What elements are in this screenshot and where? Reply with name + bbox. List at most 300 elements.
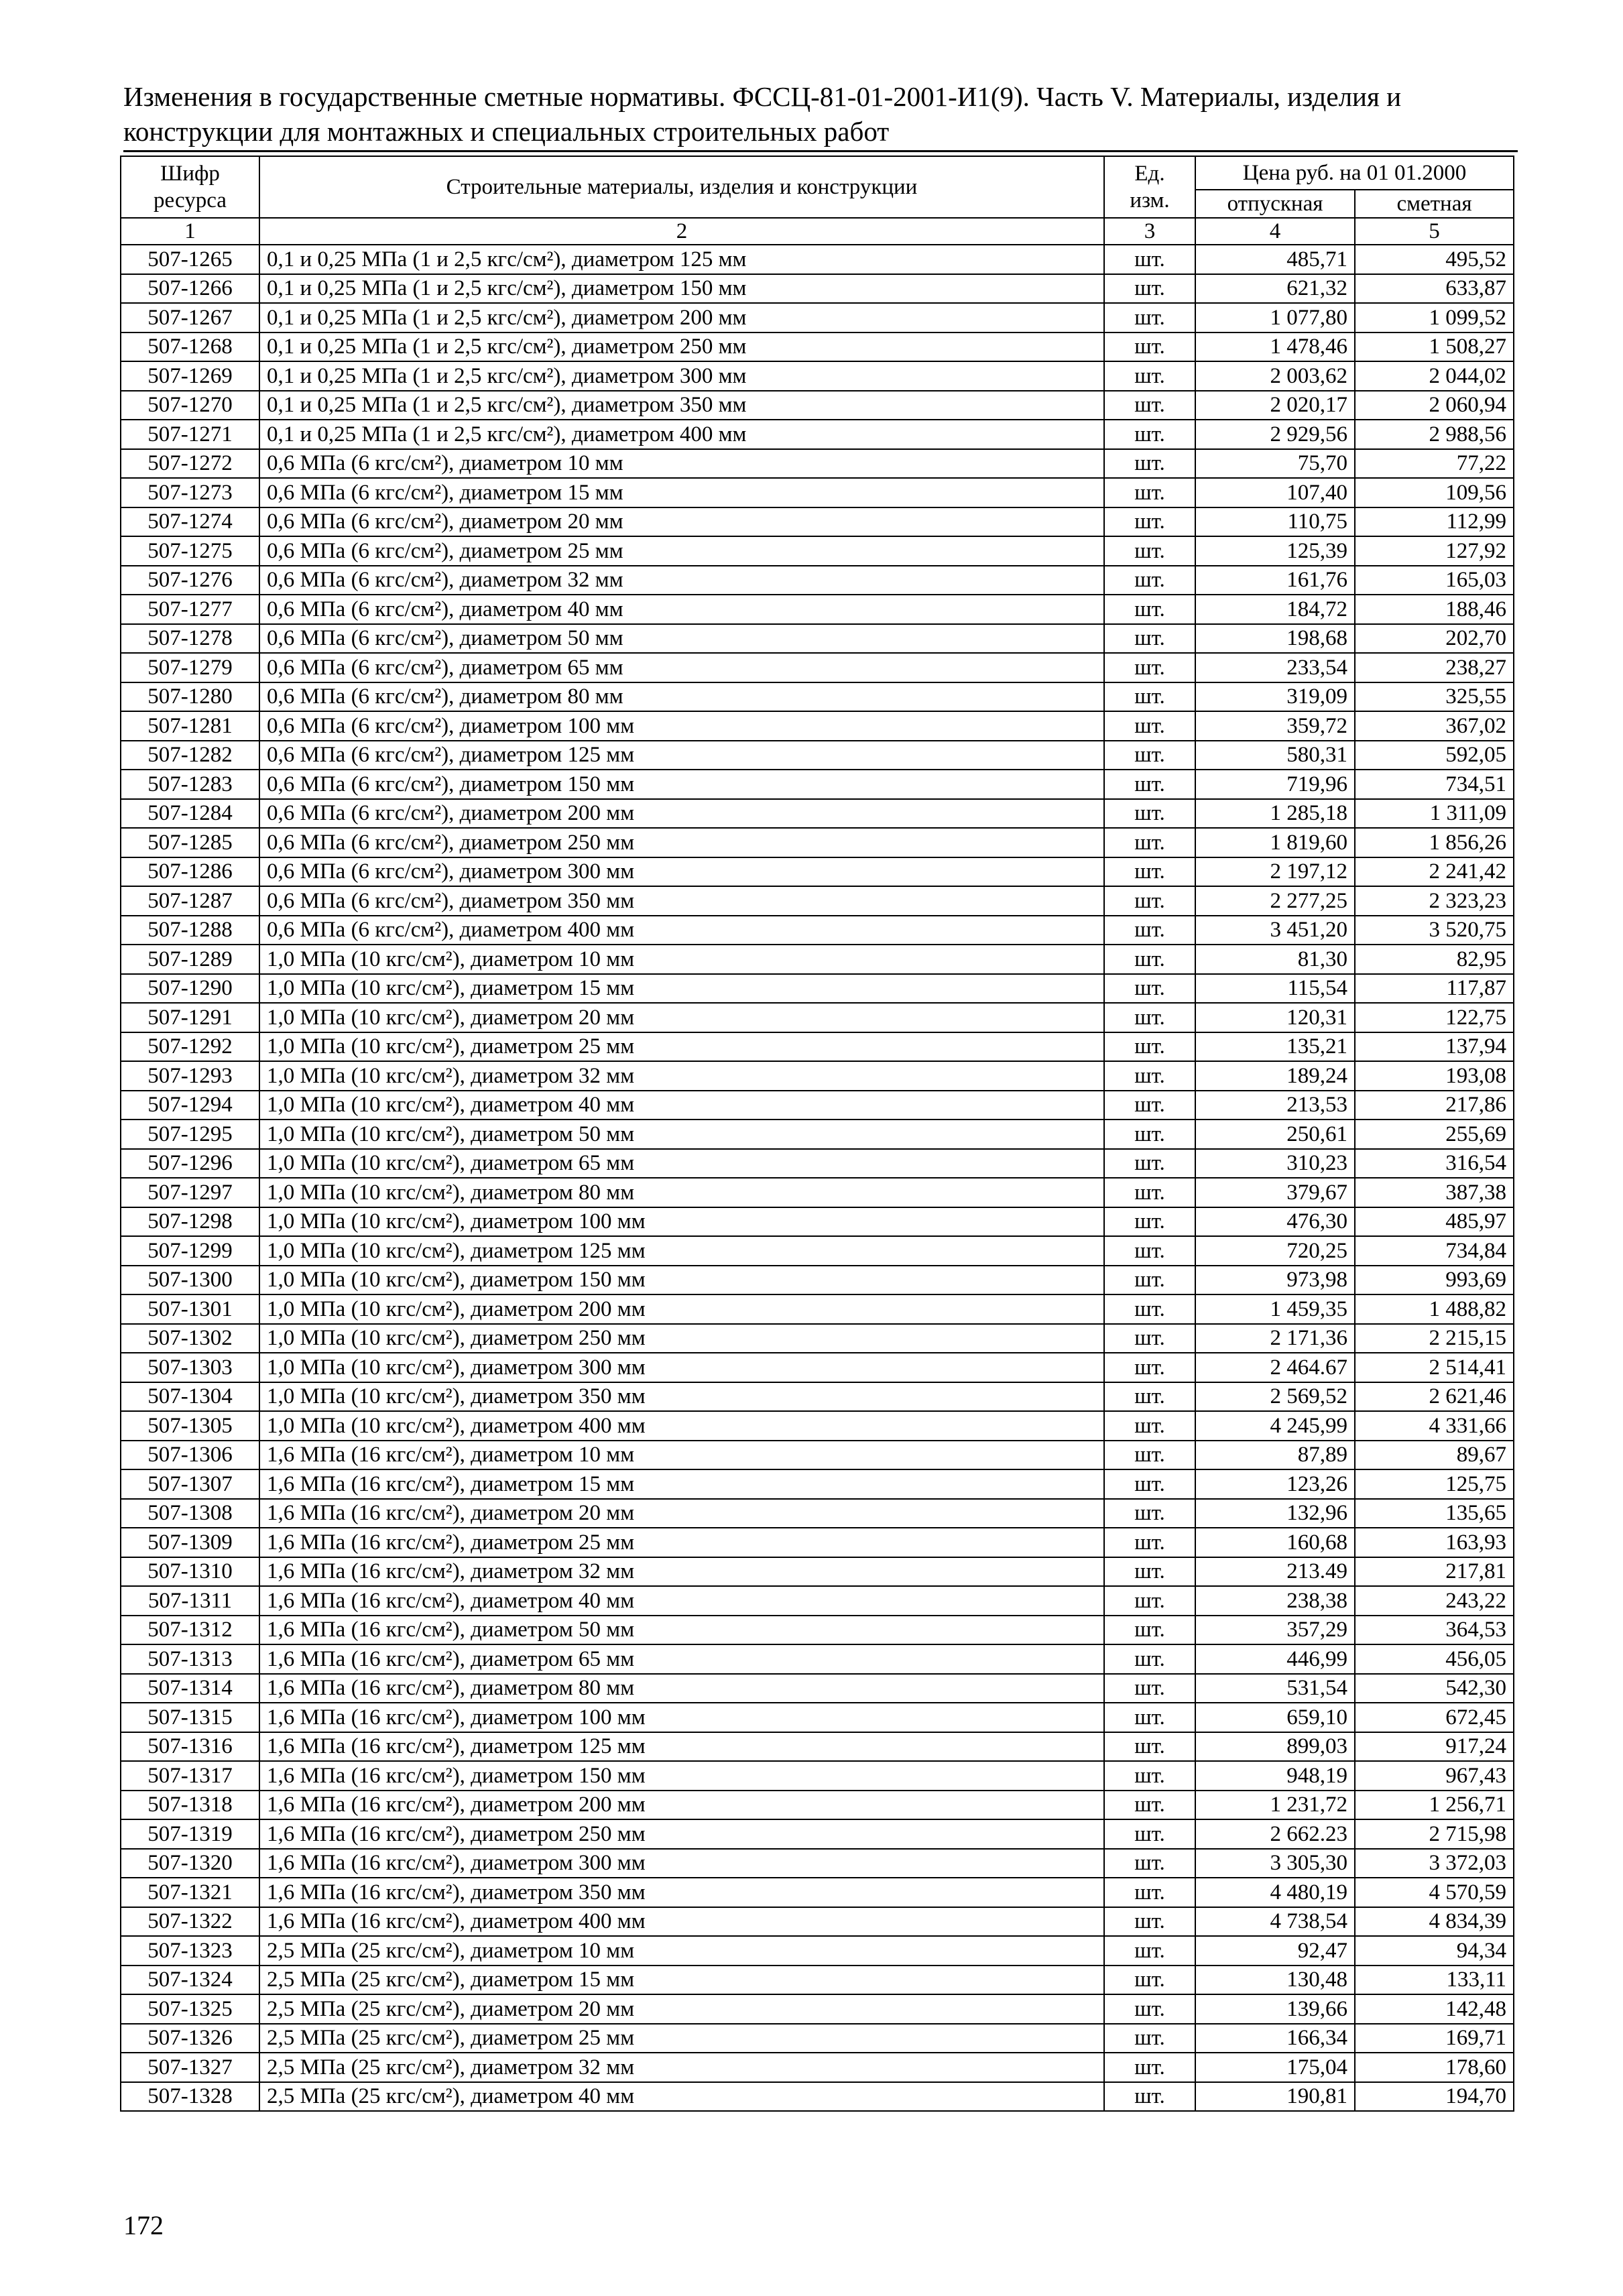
estimate-price-cell: 2 241,42 — [1355, 857, 1514, 887]
material-name-cell: 0,1 и 0,25 МПа (1 и 2,5 кгс/см²), диаметром 400 мм — [259, 420, 1104, 449]
release-price-cell: 1 285,18 — [1195, 799, 1355, 829]
resource-code-cell: 507-1269 — [121, 361, 259, 391]
resource-code-cell: 507-1275 — [121, 536, 259, 566]
material-name-cell: 0,6 МПа (6 кгс/см²), диаметром 300 мм — [259, 857, 1104, 887]
material-name-cell: 1,0 МПа (10 кгс/см²), диаметром 15 мм — [259, 974, 1104, 1004]
resource-code-cell: 507-1278 — [121, 624, 259, 654]
unit-cell: шт. — [1104, 1732, 1195, 1762]
material-name-cell: 1,6 МПа (16 кгс/см²), диаметром 25 мм — [259, 1528, 1104, 1557]
material-name-cell: 1,0 МПа (10 кгс/см²), диаметром 50 мм — [259, 1120, 1104, 1149]
resource-code-cell: 507-1324 — [121, 1966, 259, 1995]
estimate-price-cell: 993,69 — [1355, 1266, 1514, 1295]
col-header-price-release: отпускная — [1195, 190, 1355, 218]
material-name-cell: 1,6 МПа (16 кгс/см²), диаметром 65 мм — [259, 1644, 1104, 1674]
material-name-cell: 0,1 и 0,25 МПа (1 и 2,5 кгс/см²), диаметром 150 мм — [259, 274, 1104, 304]
column-number: 2 — [259, 218, 1104, 245]
release-price-cell: 719,96 — [1195, 770, 1355, 799]
estimate-price-cell: 243,22 — [1355, 1586, 1514, 1616]
release-price-cell: 531,54 — [1195, 1674, 1355, 1703]
release-price-cell: 75,70 — [1195, 449, 1355, 479]
resource-code-cell: 507-1313 — [121, 1644, 259, 1674]
material-name-cell: 1,6 МПа (16 кгс/см²), диаметром 150 мм — [259, 1761, 1104, 1791]
resource-code-cell: 507-1308 — [121, 1499, 259, 1528]
table-row — [121, 828, 1514, 857]
release-price-cell: 4 480,19 — [1195, 1878, 1355, 1907]
estimate-price-cell: 3 520,75 — [1355, 916, 1514, 945]
unit-cell: шт. — [1104, 653, 1195, 682]
column-number: 1 — [121, 218, 259, 245]
material-name-cell: 0,6 МПа (6 кгс/см²), диаметром 15 мм — [259, 478, 1104, 507]
material-name-cell: 0,6 МПа (6 кгс/см²), диаметром 150 мм — [259, 770, 1104, 799]
material-name-cell: 1,0 МПа (10 кгс/см²), диаметром 150 мм — [259, 1266, 1104, 1295]
resource-code-cell: 507-1299 — [121, 1236, 259, 1266]
material-name-cell: 1,6 МПа (16 кгс/см²), диаметром 250 мм — [259, 1819, 1104, 1849]
estimate-price-cell: 165,03 — [1355, 566, 1514, 595]
column-number: 5 — [1355, 218, 1514, 245]
table-row — [121, 2082, 1514, 2112]
price-table — [120, 156, 1514, 2112]
material-name-cell: 0,6 МПа (6 кгс/см²), диаметром 100 мм — [259, 711, 1104, 741]
unit-cell: шт. — [1104, 595, 1195, 624]
release-price-cell: 359,72 — [1195, 711, 1355, 741]
estimate-price-cell: 94,34 — [1355, 1936, 1514, 1966]
unit-cell: шт. — [1104, 1878, 1195, 1907]
table-row — [121, 1586, 1514, 1616]
material-name-cell: 1,6 МПа (16 кгс/см²), диаметром 350 мм — [259, 1878, 1104, 1907]
table-row — [121, 478, 1514, 507]
release-price-cell: 319,09 — [1195, 682, 1355, 712]
resource-code-cell: 507-1270 — [121, 391, 259, 420]
unit-cell: шт. — [1104, 566, 1195, 595]
release-price-cell: 81,30 — [1195, 945, 1355, 974]
material-name-cell: 1,6 МПа (16 кгс/см²), диаметром 20 мм — [259, 1499, 1104, 1528]
material-name-cell: 2,5 МПа (25 кгс/см²), диаметром 32 мм — [259, 2053, 1104, 2082]
table-row — [121, 1032, 1514, 1062]
release-price-cell: 310,23 — [1195, 1149, 1355, 1179]
unit-cell: шт. — [1104, 916, 1195, 945]
release-price-cell: 2 569,52 — [1195, 1382, 1355, 1412]
table-row — [121, 1644, 1514, 1674]
table-row — [121, 1207, 1514, 1237]
unit-cell: шт. — [1104, 1644, 1195, 1674]
estimate-price-cell: 4 331,66 — [1355, 1411, 1514, 1441]
table-row — [121, 1674, 1514, 1703]
resource-code-cell: 507-1298 — [121, 1207, 259, 1237]
estimate-price-cell: 178,60 — [1355, 2053, 1514, 2082]
estimate-price-cell: 127,92 — [1355, 536, 1514, 566]
estimate-price-cell: 316,54 — [1355, 1149, 1514, 1179]
unit-cell: шт. — [1104, 799, 1195, 829]
estimate-price-cell: 125,75 — [1355, 1469, 1514, 1499]
estimate-price-cell: 137,94 — [1355, 1032, 1514, 1062]
unit-cell: шт. — [1104, 1003, 1195, 1032]
material-name-cell: 2,5 МПа (25 кгс/см²), диаметром 10 мм — [259, 1936, 1104, 1966]
unit-cell: шт. — [1104, 1266, 1195, 1295]
resource-code-cell: 507-1289 — [121, 945, 259, 974]
resource-code-cell: 507-1286 — [121, 857, 259, 887]
material-name-cell: 0,6 МПа (6 кгс/см²), диаметром 10 мм — [259, 449, 1104, 479]
table-row — [121, 2024, 1514, 2053]
estimate-price-cell: 485,97 — [1355, 1207, 1514, 1237]
release-price-cell: 238,38 — [1195, 1586, 1355, 1616]
unit-cell: шт. — [1104, 711, 1195, 741]
release-price-cell: 213,53 — [1195, 1091, 1355, 1120]
resource-code-cell: 507-1282 — [121, 741, 259, 770]
header-line-2: конструкции для монтажных и специальных строительных работ — [123, 116, 890, 147]
material-name-cell: 2,5 МПа (25 кгс/см²), диаметром 25 мм — [259, 2024, 1104, 2053]
release-price-cell: 1 459,35 — [1195, 1294, 1355, 1324]
table-row — [121, 333, 1514, 362]
release-price-cell: 2 464.67 — [1195, 1353, 1355, 1382]
estimate-price-cell: 133,11 — [1355, 1966, 1514, 1995]
estimate-price-cell: 1 311,09 — [1355, 799, 1514, 829]
table-row — [121, 1557, 1514, 1587]
table-row — [121, 1936, 1514, 1966]
release-price-cell: 948,19 — [1195, 1761, 1355, 1791]
estimate-price-cell: 1 256,71 — [1355, 1791, 1514, 1820]
unit-cell: шт. — [1104, 1907, 1195, 1937]
material-name-cell: 1,6 МПа (16 кгс/см²), диаметром 10 мм — [259, 1441, 1104, 1470]
material-name-cell: 0,6 МПа (6 кгс/см²), диаметром 125 мм — [259, 741, 1104, 770]
material-name-cell: 1,0 МПа (10 кгс/см²), диаметром 20 мм — [259, 1003, 1104, 1032]
estimate-price-cell: 2 988,56 — [1355, 420, 1514, 449]
unit-cell: шт. — [1104, 1178, 1195, 1207]
resource-code-cell: 507-1288 — [121, 916, 259, 945]
table-row — [121, 2053, 1514, 2082]
release-price-cell: 357,29 — [1195, 1616, 1355, 1645]
col-header-code: Шифр ресурса — [121, 156, 259, 218]
table-row — [121, 1994, 1514, 2024]
material-name-cell: 1,6 МПа (16 кгс/см²), диаметром 100 мм — [259, 1703, 1104, 1732]
estimate-price-cell: 364,53 — [1355, 1616, 1514, 1645]
estimate-price-cell: 117,87 — [1355, 974, 1514, 1004]
release-price-cell: 2 929,56 — [1195, 420, 1355, 449]
resource-code-cell: 507-1309 — [121, 1528, 259, 1557]
resource-code-cell: 507-1272 — [121, 449, 259, 479]
estimate-price-cell: 4 570,59 — [1355, 1878, 1514, 1907]
release-price-cell: 3 305,30 — [1195, 1849, 1355, 1878]
unit-cell: шт. — [1104, 1149, 1195, 1179]
release-price-cell: 4 738,54 — [1195, 1907, 1355, 1937]
release-price-cell: 4 245,99 — [1195, 1411, 1355, 1441]
resource-code-cell: 507-1325 — [121, 1994, 259, 2024]
resource-code-cell: 507-1271 — [121, 420, 259, 449]
unit-cell: шт. — [1104, 1528, 1195, 1557]
estimate-price-cell: 135,65 — [1355, 1499, 1514, 1528]
release-price-cell: 250,61 — [1195, 1120, 1355, 1149]
table-row — [121, 1178, 1514, 1207]
table-row — [121, 1849, 1514, 1878]
release-price-cell: 123,26 — [1195, 1469, 1355, 1499]
resource-code-cell: 507-1277 — [121, 595, 259, 624]
release-price-cell: 899,03 — [1195, 1732, 1355, 1762]
estimate-price-cell: 142,48 — [1355, 1994, 1514, 2024]
material-name-cell: 1,6 МПа (16 кгс/см²), диаметром 80 мм — [259, 1674, 1104, 1703]
table-row — [121, 1266, 1514, 1295]
estimate-price-cell: 82,95 — [1355, 945, 1514, 974]
resource-code-cell: 507-1300 — [121, 1266, 259, 1295]
column-number: 4 — [1195, 218, 1355, 245]
table-body — [121, 245, 1514, 2111]
material-name-cell: 1,6 МПа (16 кгс/см²), диаметром 125 мм — [259, 1732, 1104, 1762]
unit-cell: шт. — [1104, 1091, 1195, 1120]
table-row — [121, 361, 1514, 391]
unit-cell: шт. — [1104, 1236, 1195, 1266]
unit-cell: шт. — [1104, 1324, 1195, 1353]
resource-code-cell: 507-1284 — [121, 799, 259, 829]
material-name-cell: 2,5 МПа (25 кгс/см²), диаметром 20 мм — [259, 1994, 1104, 2024]
table-row — [121, 1236, 1514, 1266]
resource-code-cell: 507-1306 — [121, 1441, 259, 1470]
resource-code-cell: 507-1314 — [121, 1674, 259, 1703]
resource-code-cell: 507-1273 — [121, 478, 259, 507]
material-name-cell: 2,5 МПа (25 кгс/см²), диаметром 40 мм — [259, 2082, 1104, 2112]
unit-cell: шт. — [1104, 1469, 1195, 1499]
material-name-cell: 1,6 МПа (16 кгс/см²), диаметром 200 мм — [259, 1791, 1104, 1820]
estimate-price-cell: 217,81 — [1355, 1557, 1514, 1587]
material-name-cell: 1,0 МПа (10 кгс/см²), диаметром 400 мм — [259, 1411, 1104, 1441]
unit-cell: шт. — [1104, 1994, 1195, 2024]
material-name-cell: 1,0 МПа (10 кгс/см²), диаметром 65 мм — [259, 1149, 1104, 1179]
resource-code-cell: 507-1283 — [121, 770, 259, 799]
unit-cell: шт. — [1104, 536, 1195, 566]
estimate-price-cell: 2 715,98 — [1355, 1819, 1514, 1849]
estimate-price-cell: 2 044,02 — [1355, 361, 1514, 391]
resource-code-cell: 507-1328 — [121, 2082, 259, 2112]
unit-cell: шт. — [1104, 1616, 1195, 1645]
material-name-cell: 0,6 МПа (6 кгс/см²), диаметром 200 мм — [259, 799, 1104, 829]
table-row — [121, 857, 1514, 887]
material-name-cell: 0,6 МПа (6 кгс/см²), диаметром 350 мм — [259, 886, 1104, 916]
material-name-cell: 1,6 МПа (16 кгс/см²), диаметром 300 мм — [259, 1849, 1104, 1878]
release-price-cell: 973,98 — [1195, 1266, 1355, 1295]
resource-code-cell: 507-1312 — [121, 1616, 259, 1645]
resource-code-cell: 507-1287 — [121, 886, 259, 916]
material-name-cell: 0,1 и 0,25 МПа (1 и 2,5 кгс/см²), диаметром 250 мм — [259, 333, 1104, 362]
unit-cell: шт. — [1104, 1791, 1195, 1820]
estimate-price-cell: 2 060,94 — [1355, 391, 1514, 420]
release-price-cell: 1 231,72 — [1195, 1791, 1355, 1820]
table-row — [121, 1528, 1514, 1557]
estimate-price-cell: 1 099,52 — [1355, 303, 1514, 333]
material-name-cell: 1,0 МПа (10 кгс/см²), диаметром 350 мм — [259, 1382, 1104, 1412]
material-name-cell: 1,6 МПа (16 кгс/см²), диаметром 15 мм — [259, 1469, 1104, 1499]
resource-code-cell: 507-1317 — [121, 1761, 259, 1791]
estimate-price-cell: 2 323,23 — [1355, 886, 1514, 916]
material-name-cell: 0,1 и 0,25 МПа (1 и 2,5 кгс/см²), диаметром 300 мм — [259, 361, 1104, 391]
estimate-price-cell: 89,67 — [1355, 1441, 1514, 1470]
resource-code-cell: 507-1322 — [121, 1907, 259, 1937]
release-price-cell: 1 819,60 — [1195, 828, 1355, 857]
estimate-price-cell: 734,84 — [1355, 1236, 1514, 1266]
table-row — [121, 1499, 1514, 1528]
material-name-cell: 0,6 МПа (6 кгс/см²), диаметром 25 мм — [259, 536, 1104, 566]
resource-code-cell: 507-1290 — [121, 974, 259, 1004]
column-number: 3 — [1104, 218, 1195, 245]
resource-code-cell: 507-1301 — [121, 1294, 259, 1324]
estimate-price-cell: 169,71 — [1355, 2024, 1514, 2053]
resource-code-cell: 507-1321 — [121, 1878, 259, 1907]
estimate-price-cell: 1 856,26 — [1355, 828, 1514, 857]
release-price-cell: 3 451,20 — [1195, 916, 1355, 945]
material-name-cell: 0,6 МПа (6 кгс/см²), диаметром 32 мм — [259, 566, 1104, 595]
material-name-cell: 1,0 МПа (10 кгс/см²), диаметром 40 мм — [259, 1091, 1104, 1120]
table-row — [121, 1703, 1514, 1732]
table-row — [121, 1907, 1514, 1937]
resource-code-cell: 507-1281 — [121, 711, 259, 741]
estimate-price-cell: 112,99 — [1355, 507, 1514, 537]
estimate-price-cell: 2 621,46 — [1355, 1382, 1514, 1412]
estimate-price-cell: 2 215,15 — [1355, 1324, 1514, 1353]
unit-cell: шт. — [1104, 770, 1195, 799]
material-name-cell: 1,6 МПа (16 кгс/см²), диаметром 50 мм — [259, 1616, 1104, 1645]
estimate-price-cell: 188,46 — [1355, 595, 1514, 624]
table-row — [121, 1441, 1514, 1470]
resource-code-cell: 507-1265 — [121, 245, 259, 274]
material-name-cell: 2,5 МПа (25 кгс/см²), диаметром 15 мм — [259, 1966, 1104, 1995]
table-row — [121, 1091, 1514, 1120]
release-price-cell: 161,76 — [1195, 566, 1355, 595]
release-price-cell: 233,54 — [1195, 653, 1355, 682]
table-row — [121, 1791, 1514, 1820]
release-price-cell: 125,39 — [1195, 536, 1355, 566]
material-name-cell: 0,6 МПа (6 кгс/см²), диаметром 80 мм — [259, 682, 1104, 712]
resource-code-cell: 507-1327 — [121, 2053, 259, 2082]
estimate-price-cell: 202,70 — [1355, 624, 1514, 654]
table-row — [121, 1120, 1514, 1149]
resource-code-cell: 507-1266 — [121, 274, 259, 304]
unit-cell: шт. — [1104, 303, 1195, 333]
table-row — [121, 1616, 1514, 1645]
unit-cell: шт. — [1104, 449, 1195, 479]
resource-code-cell: 507-1307 — [121, 1469, 259, 1499]
resource-code-cell: 507-1320 — [121, 1849, 259, 1878]
table-row — [121, 274, 1514, 304]
table-row — [121, 449, 1514, 479]
unit-cell: шт. — [1104, 886, 1195, 916]
table-row — [121, 1294, 1514, 1324]
estimate-price-cell: 456,05 — [1355, 1644, 1514, 1674]
unit-cell: шт. — [1104, 1586, 1195, 1616]
unit-cell: шт. — [1104, 974, 1195, 1004]
table-row — [121, 566, 1514, 595]
resource-code-cell: 507-1310 — [121, 1557, 259, 1587]
estimate-price-cell: 734,51 — [1355, 770, 1514, 799]
release-price-cell: 2 003,62 — [1195, 361, 1355, 391]
unit-cell: шт. — [1104, 1703, 1195, 1732]
header-line-1: Изменения в государственные сметные нормативы. ФССЦ-81-01-2001-И1(9). Часть V. Материалы, изделия и — [123, 81, 1402, 112]
table-row — [121, 1382, 1514, 1412]
resource-code-cell: 507-1318 — [121, 1791, 259, 1820]
release-price-cell: 132,96 — [1195, 1499, 1355, 1528]
table-row — [121, 1732, 1514, 1762]
estimate-price-cell: 592,05 — [1355, 741, 1514, 770]
material-name-cell: 0,1 и 0,25 МПа (1 и 2,5 кгс/см²), диаметром 350 мм — [259, 391, 1104, 420]
estimate-price-cell: 3 372,03 — [1355, 1849, 1514, 1878]
table-row — [121, 916, 1514, 945]
estimate-price-cell: 238,27 — [1355, 653, 1514, 682]
unit-cell: шт. — [1104, 2053, 1195, 2082]
estimate-price-cell: 672,45 — [1355, 1703, 1514, 1732]
estimate-price-cell: 193,08 — [1355, 1061, 1514, 1091]
resource-code-cell: 507-1304 — [121, 1382, 259, 1412]
resource-code-cell: 507-1295 — [121, 1120, 259, 1149]
unit-cell: шт. — [1104, 1120, 1195, 1149]
material-name-cell: 1,0 МПа (10 кгс/см²), диаметром 300 мм — [259, 1353, 1104, 1382]
material-name-cell: 1,0 МПа (10 кгс/см²), диаметром 80 мм — [259, 1178, 1104, 1207]
material-name-cell: 0,1 и 0,25 МПа (1 и 2,5 кгс/см²), диаметром 125 мм — [259, 245, 1104, 274]
estimate-price-cell: 255,69 — [1355, 1120, 1514, 1149]
table-row — [121, 653, 1514, 682]
estimate-price-cell: 4 834,39 — [1355, 1907, 1514, 1937]
release-price-cell: 92,47 — [1195, 1936, 1355, 1966]
material-name-cell: 0,6 МПа (6 кгс/см²), диаметром 65 мм — [259, 653, 1104, 682]
col-header-unit: Ед. изм. — [1104, 156, 1195, 218]
table-row — [121, 507, 1514, 537]
material-name-cell: 1,0 МПа (10 кгс/см²), диаметром 10 мм — [259, 945, 1104, 974]
unit-cell: шт. — [1104, 333, 1195, 362]
resource-code-cell: 507-1276 — [121, 566, 259, 595]
material-name-cell: 1,6 МПа (16 кгс/см²), диаметром 32 мм — [259, 1557, 1104, 1587]
resource-code-cell: 507-1319 — [121, 1819, 259, 1849]
table-row — [121, 682, 1514, 712]
release-price-cell: 198,68 — [1195, 624, 1355, 654]
material-name-cell: 0,6 МПа (6 кгс/см²), диаметром 400 мм — [259, 916, 1104, 945]
material-name-cell: 0,6 МПа (6 кгс/см²), диаметром 250 мм — [259, 828, 1104, 857]
release-price-cell: 659,10 — [1195, 1703, 1355, 1732]
resource-code-cell: 507-1267 — [121, 303, 259, 333]
release-price-cell: 2 171,36 — [1195, 1324, 1355, 1353]
release-price-cell: 485,71 — [1195, 245, 1355, 274]
release-price-cell: 107,40 — [1195, 478, 1355, 507]
estimate-price-cell: 1 488,82 — [1355, 1294, 1514, 1324]
unit-cell: шт. — [1104, 1819, 1195, 1849]
estimate-price-cell: 194,70 — [1355, 2082, 1514, 2112]
unit-cell: шт. — [1104, 624, 1195, 654]
unit-cell: шт. — [1104, 507, 1195, 537]
material-name-cell: 0,6 МПа (6 кгс/см²), диаметром 20 мм — [259, 507, 1104, 537]
release-price-cell: 1 478,46 — [1195, 333, 1355, 362]
release-price-cell: 120,31 — [1195, 1003, 1355, 1032]
resource-code-cell: 507-1280 — [121, 682, 259, 712]
table-row — [121, 1819, 1514, 1849]
material-name-cell: 1,6 МПа (16 кгс/см²), диаметром 400 мм — [259, 1907, 1104, 1937]
table-row — [121, 1878, 1514, 1907]
unit-cell: шт. — [1104, 1411, 1195, 1441]
material-name-cell: 1,0 МПа (10 кгс/см²), диаметром 250 мм — [259, 1324, 1104, 1353]
estimate-price-cell: 122,75 — [1355, 1003, 1514, 1032]
page-header — [123, 79, 1518, 152]
release-price-cell: 2 277,25 — [1195, 886, 1355, 916]
estimate-price-cell: 633,87 — [1355, 274, 1514, 304]
unit-cell: шт. — [1104, 274, 1195, 304]
unit-cell: шт. — [1104, 1674, 1195, 1703]
table-row — [121, 1003, 1514, 1032]
table-row — [121, 624, 1514, 654]
unit-cell: шт. — [1104, 245, 1195, 274]
material-name-cell: 1,6 МПа (16 кгс/см²), диаметром 40 мм — [259, 1586, 1104, 1616]
table-row — [121, 711, 1514, 741]
estimate-price-cell: 367,02 — [1355, 711, 1514, 741]
release-price-cell: 213.49 — [1195, 1557, 1355, 1587]
material-name-cell: 1,0 МПа (10 кгс/см²), диаметром 200 мм — [259, 1294, 1104, 1324]
resource-code-cell: 507-1323 — [121, 1936, 259, 1966]
estimate-price-cell: 967,43 — [1355, 1761, 1514, 1791]
estimate-price-cell: 217,86 — [1355, 1091, 1514, 1120]
unit-cell: шт. — [1104, 1499, 1195, 1528]
release-price-cell: 175,04 — [1195, 2053, 1355, 2082]
table-row — [121, 1353, 1514, 1382]
